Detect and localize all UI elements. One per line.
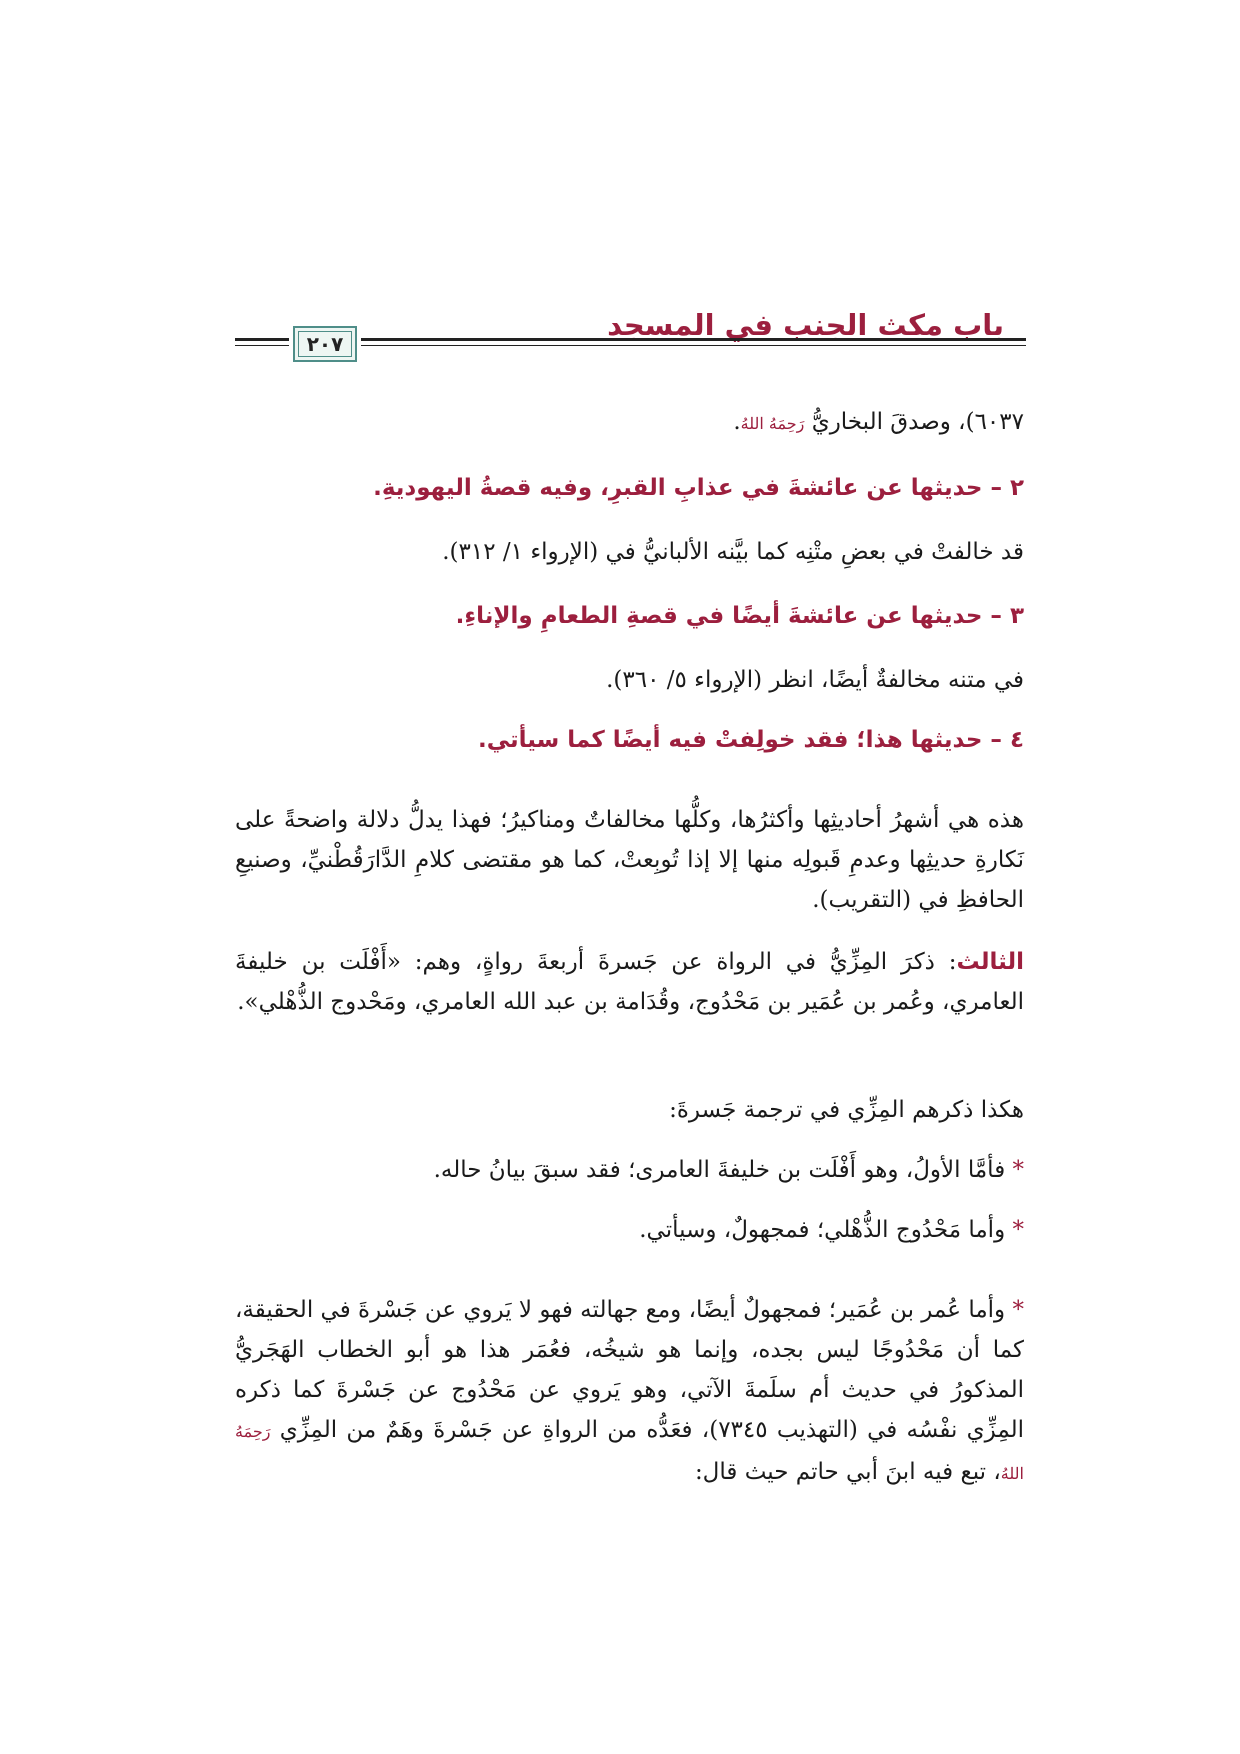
header-rule-right-top <box>361 338 1026 341</box>
mizzi-list-intro: هكذا ذكرهم المِزِّي في ترجمة جَسرةَ: <box>669 1097 1024 1123</box>
bullet-item-3-paragraph: * وأما عُمر بن عُمَير؛ فمجهولٌ أيضًا، ومع جهالته فهو لا يَروي عن جَسْرةَ في الحقيقة، كما أن مَحْدُوجًا ليس بجده، وإنما هو شيخُه، فعُمَر هذا هو أبو الخطاب الهَجَريُّ المذكورُ في حديث أم سلَمةَ الآتي، وهو يَروي عن مَحْدُوج عن جَسْرةَ كما ذكره المِزِّي نفْسُه في (التهذيب ٧٣٤٥)، فعَدُّه من الرواةِ عن جَسْرةَ وهَمٌ من المِزِّي رَحِمَهُ اللهُ، تبع فيه ابنَ أبي حاتم حيث قال: <box>235 1297 1025 1485</box>
chapter-title: باب مكث الجنب في المسجد <box>607 308 1004 342</box>
header-rule-left-top <box>235 338 289 341</box>
honorific-glyph: رَحِمَهُ اللهُ <box>235 1422 1024 1483</box>
item-heading-2: ٢ – حديثها عن عائشةَ في عذابِ القبرِ، وفيه قصةُ اليهوديةِ. <box>373 475 1024 501</box>
bullet-item-1: * فأمَّا الأولُ، وهو أَفْلَت بن خليفةَ العامرى؛ فقد سبقَ بيانُ حاله. <box>433 1157 1024 1183</box>
bullet-mark: * <box>1012 1157 1024 1183</box>
continuation-line: ٦٠٣٧)، وصدقَ البخاريُّ رَحِمَهُ اللهُ. <box>733 409 1024 435</box>
summary-paragraph: هذه هي أشهرُ أحاديثِها وأكثرُها، وكلُّها مخالفاتٌ ومناكيرُ؛ فهذا يدلُّ دلالة واضحةً على نَكارةِ حديثِها وعدمِ قَبولِه منها إلا إذا تُوبِعتْ، كما هو مقتضى كلامِ الدَّارَقُطْنيِّ، وصنيعِ الحافظِ في (التقريب). <box>235 807 1024 913</box>
header-rule-right-bottom <box>361 345 1026 346</box>
honorific-glyph: رَحِمَهُ اللهُ <box>740 414 805 433</box>
bullet-mark: * <box>1012 1297 1025 1323</box>
item-text-2: قد خالفتْ في بعضِ متْنِه كما بيَّنه الألبانيُّ في (الإرواء ١/ ٣١٢). <box>442 539 1024 565</box>
third-point-label: الثالث <box>956 949 1024 975</box>
page-number: ٢٠٧ <box>306 332 344 356</box>
bullet-item-2: * وأما مَحْدُوج الذُّهْلي؛ فمجهولٌ، وسيأتي. <box>639 1217 1024 1243</box>
page-number-badge <box>293 326 357 362</box>
item-heading-4: ٤ – حديثها هذا؛ فقد خولِفتْ فيه أيضًا كما سيأتي. <box>477 727 1024 753</box>
item-text-3: في متنه مخالفةٌ أيضًا، انظر (الإرواء ٥/ ٣٦٠). <box>606 667 1024 693</box>
item-heading-3: ٣ – حديثها عن عائشةَ أيضًا في قصةِ الطعامِ والإناءِ. <box>455 603 1024 629</box>
header-rule-left-bottom <box>235 345 289 346</box>
bullet-mark: * <box>1012 1217 1024 1243</box>
third-point-paragraph: الثالث: ذكرَ المِزِّيُّ في الرواة عن جَسرةَ أربعةَ رواةٍ، وهم: «أَفْلَت بن خليفةَ العامري، وعُمر بن عُمَير بن مَحْدُوج، وقُدَامة بن عبد الله العامري، ومَحْدوج الذُّهْلي». <box>235 949 1024 1015</box>
